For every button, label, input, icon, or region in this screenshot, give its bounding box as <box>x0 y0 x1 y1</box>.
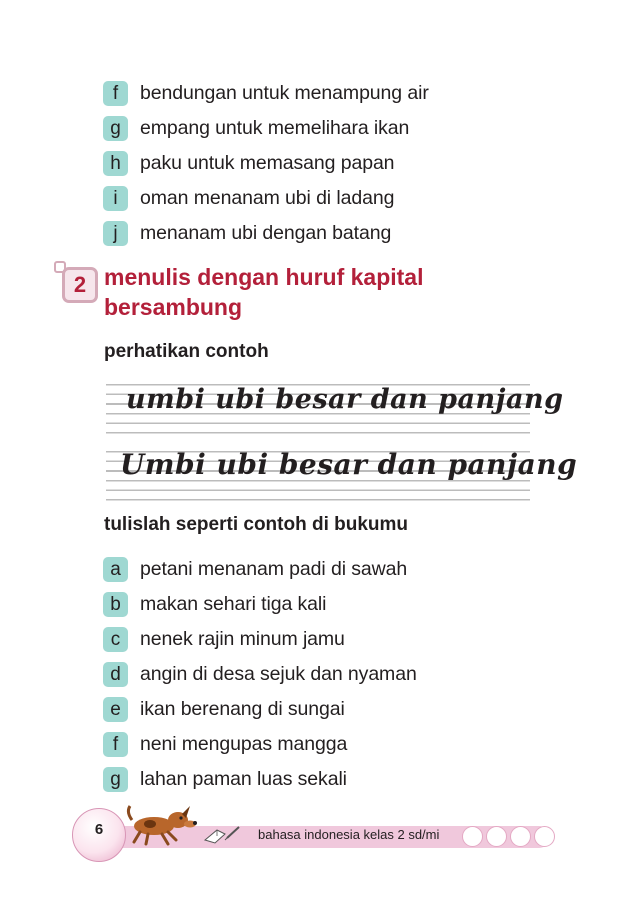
footer-dot <box>510 826 531 847</box>
item-letter-badge: h <box>103 151 128 176</box>
item-letter-badge: g <box>103 767 128 792</box>
item-text: makan sehari tiga kali <box>140 593 327 615</box>
top-list <box>103 76 429 251</box>
list-item <box>103 216 429 251</box>
item-text: angin di desa sejuk dan nyaman <box>140 663 417 685</box>
section-title-line1: menulis dengan huruf kapital <box>104 264 424 290</box>
list-item <box>103 111 429 146</box>
item-letter-badge: f <box>103 81 128 106</box>
list-item <box>103 146 429 181</box>
item-letter-badge: e <box>103 697 128 722</box>
dog-illustration-icon <box>124 800 200 848</box>
item-text: ikan berenang di sungai <box>140 698 345 720</box>
cursive-example-lowercase: umbi ubi besar dan panjang <box>126 384 564 415</box>
item-text: bendungan untuk menampung air <box>140 82 429 104</box>
item-text: empang untuk memelihara ikan <box>140 117 410 139</box>
item-text: menanam ubi dengan batang <box>140 222 392 244</box>
item-letter-badge: b <box>103 592 128 617</box>
list-item <box>103 762 417 797</box>
section-number: 2 <box>62 267 98 303</box>
footer-dots-decoration <box>462 826 555 847</box>
item-text: petani menanam padi di sawah <box>140 558 408 580</box>
cursive-example-capital: Umbi ubi besar dan panjang <box>120 448 578 481</box>
example-heading: perhatikan contoh <box>104 341 269 362</box>
item-letter-badge: d <box>103 662 128 687</box>
list-item <box>103 727 417 762</box>
item-letter-badge: c <box>103 627 128 652</box>
item-letter-badge: g <box>103 116 128 141</box>
exercise-heading: tulislah seperti contoh di bukumu <box>104 514 409 535</box>
item-text: paku untuk memasang papan <box>140 152 395 174</box>
footer-dot <box>534 826 555 847</box>
exercise-list <box>103 552 417 797</box>
list-item <box>103 622 417 657</box>
section-title <box>104 262 484 322</box>
item-letter-badge: f <box>103 732 128 757</box>
item-text: nenek rajin minum jamu <box>140 628 345 650</box>
item-text: oman menanam ubi di ladang <box>140 187 395 209</box>
item-letter-badge: j <box>103 221 128 246</box>
item-text: lahan paman luas sekali <box>140 768 347 790</box>
footer-dot <box>486 826 507 847</box>
book-pencil-icon <box>203 824 243 844</box>
page-number: 6 <box>72 808 126 862</box>
list-item <box>103 76 429 111</box>
section-title-line2: bersambung <box>104 294 243 320</box>
list-item <box>103 181 429 216</box>
list-item <box>103 552 417 587</box>
item-letter-badge: a <box>103 557 128 582</box>
footer-dot <box>462 826 483 847</box>
footer-book-title: bahasa indonesia kelas 2 sd/mi <box>258 827 440 842</box>
list-item <box>103 657 417 692</box>
item-text: neni mengupas mangga <box>140 733 348 755</box>
list-item <box>103 587 417 622</box>
item-letter-badge: i <box>103 186 128 211</box>
list-item <box>103 692 417 727</box>
